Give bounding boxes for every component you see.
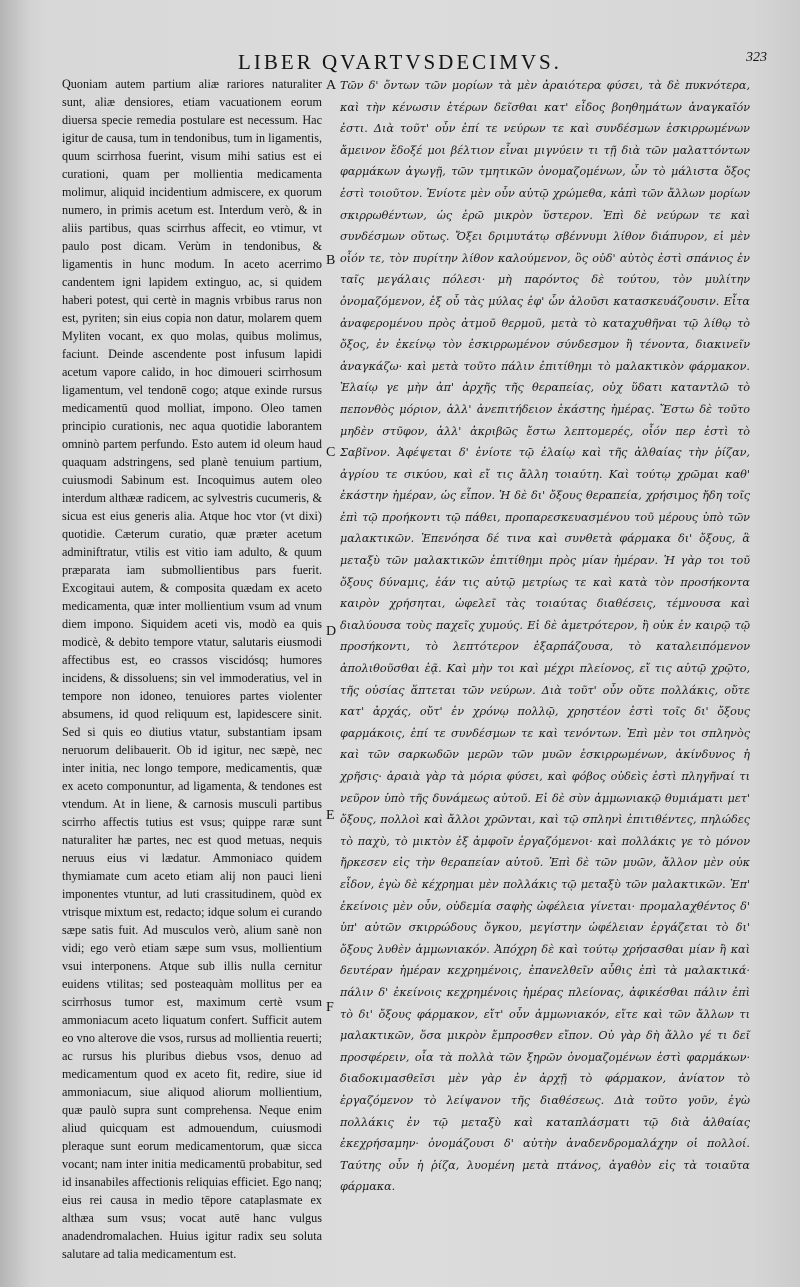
margin-letter-b: B <box>326 253 336 268</box>
page-number: 323 <box>746 50 767 65</box>
greek-text: Τῶν δ' ὄντων τῶν μορίων τὰ μὲν ἀραιότερα φύσει, τὰ δὲ πυκνότερα, καὶ τὴν κένωσιν ἑτέρων δεῖσθαι κατ' εἶδος βοηθημάτων ἀναγκαῖόν ἐστι. Διὰ τοῦτ' οὖν ἐπί τε νεύρων τε καὶ συνδέσμων ἐσκιρρωμένων ἄμεινον ἔδοξέ μοι βέλτιον εἶναι μιγνύειν τι τῇ διὰ τῶν μαλαττόντων φαρμάκων ἀγωγῇ, τῶν τμητικῶν ὀνομαζομένων, ὧν τὸ μάλιστα ὄξος ἐστὶ τοιοῦτον. Ἐνίοτε μὲν οὖν αὐτῷ χρώμεθα, κἀπὶ τῶν ἄλλων μορίων σκιρρωθέντων, ὡς ἐρῶ μικρὸν ὕστερον. Ἐπὶ δὲ νεύρων τε καὶ συνδέσμων οὕτως. Ὄξει δριμυτάτῳ σβέννυμι λίθον διάπυρον, εἰ μὲν οἷόν τε, τὸν πυρίτην λίθον καλούμενον, ὃς οὐδ' αὐτὸς ἐστὶ σπάνιος ἐν ταῖς μεγάλαις πόλεσι· μὴ παρόντος δὲ τούτου, τὸν μυλίτην ὀνομαζόμενον, ἐξ οὗ τὰς μύλας ἐφ' ὧν ἀλοῦσι κατασκευάζουσιν. Εἶτα ἀναφερομένου πρὸς ἀτμοῦ θερμοῦ, μετὰ τὸ καταχυθῆναι τῷ λίθῳ τὸ ὄξος, ἐν ἐκείνῳ τὸν ἐσκιρρωμένον σύνδεσμον ἢ τένοντα, διακινεῖν ἀναγκάζω· καὶ μετὰ τοῦτο πάλιν ἐπιτίθημι τὸ μαλακτικὸν φάρμακον. Ἐλαίῳ γε μὴν ἀπ' ἀρχῆς τῆς θεραπείας, οὐχ ὕδατι καταντλῶ τὸ πεπονθὸς μόριον, ἀλλ' ἀνεπιτήδειον ἑκάστης ἡμέρας. Ἔστω δὲ τοῦτο μηδὲν στῦφον, ἀλλ' ἀκριβῶς ἔστω λεπτομερές, οἷόν περ ἐστὶ τὸ Σαβῖνον. Ἀφέψεται δ' ἐνίοτε τῷ ἐλαίῳ καὶ τῆς ἀλθαίας τὴν ῥίζαν, ἀγρίου τε σικύου, καὶ εἴ τις ἄλλη τοιαύτη. Καὶ τούτῳ χρῶμαι καθ' ἑκάστην ἡμέραν, ὡς εἶπον. Ἡ δὲ δι' ὄξους θεραπεία, χρήσιμος ἤδη τοῖς ἐπὶ τῷ προήκοντι τῷ πάθει, προπαρεσκευασμένου τοῦ μέρους ὑπὸ τῶν μαλακτικῶν. Ἐπενόησα δέ τινα καὶ συνθετὰ φάρμακα δι' ὄξους, ἃ μεταξὺ τῶν μαλακτικῶν ἐπιτίθημι πρὸς μίαν ἡμέραν. Ἡ γὰρ τοι τοῦ ὄξους δύναμις, ἐάν τις αὐτῷ μετρίως τε καὶ κατὰ τὸν προσήκοντα καιρὸν χρήσηται, ὠφελεῖ τὰς τοιαύτας διαθέσεις, τέμνουσα καὶ διαλύουσα τοὺς παχεῖς χυμούς. Εἰ δὲ ἀμετρότερον, ἢ οὐκ ἐν καιρῷ τῷ προσήκοντι, τὸ λεπτότερον ἐξαρπάζουσα, τὸ καταλειπόμενον ἀπολιθοῦσθαι ἐᾷ. Καὶ μὴν τοι καὶ μέχρι πλείονος, εἴ τις αὐτῷ χρῷτο, τῆς οὐσίας ἅπτεται τῶν νεύρων. Διὰ τοῦτ' οὖν οὔτε πολλάκις, οὔτε κατ' ἀρχάς, οὔτ' ἐν χρόνῳ πολλῷ, χρηστέον ἐστὶ τοῖς δι' ὄξους φαρμάκοις, ἐπί τε συνδέσμων τε καὶ τενόντων. Ἐπὶ μὲν τοι σπληνὸς καὶ τῶν σαρκωδῶν μερῶν τῶν μυῶν ἐσκιρρωμένων, ἀκίνδυνος ἡ χρῆσις· ἀραιὰ γὰρ τὰ μόρια φύσει, καὶ φόβος οὐδεὶς ἐστὶ πληγῆναί τι νεῦρον ὑπὸ τῆς δυνάμεως αὐτοῦ. Εἰ δὲ σὺν ἀμμωνιακῷ θυμιάματι μετ' ὄξους, πολλοὶ καὶ ἄλλοι χρῶνται, καὶ τῷ σπληνὶ ἐπιτιθέντες, πηλώδες τὸ παχὺ, τὸ μικτὸν ἐξ ἀμφοῖν ἐργαζόμενοι· καὶ πολλάκις γε τὸ μόνον ἤρκεσεν εἰς τὴν θεραπείαν αὐτοῦ. Ἐπὶ δὲ τῶν μυῶν, ἄλλον μὲν οὐκ εἶδον, ἐγὼ δὲ κέχρημαι μὲν πολλάκις τῷ μεταξὺ τῶν μαλακτικῶν. Ἐπ' ἐκείνοις μὲν οὖν, οὐδεμία σαφὴς ὠφέλεια γίνεται· προμαλαχθέντος δ' ὑπ' αὐτῶν σκιρρώδους ὄγκου, μεγίστην ὠφέλειαν ἐργάζεται τὸ δι' ὄξους λυθὲν ἀμμωνιακόν. Ἀπόχρη δὲ καὶ τούτῳ χρήσασθαι μίαν ἢ καὶ δευτέραν ἡμέραν κεχρημένοις, ἐπανελθεῖν αὖθις ἐπὶ τὰ μαλακτικά· πάλιν δ' ἐκείνοις κεχρημένοις ἡμέρας πλείονας, ἀφικέσθαι πάλιν ἐπὶ τὸ δι' ὄξους φάρμακον, εἴτ' οὖν ἀμμωνιακόν, εἴτε καὶ τῶν ἄλλων τι μαλακτικῶν, ὅσα μικρὸν ἔμπροσθεν εἴπον. Οὐ γὰρ δὴ ἄλλο γέ τι δεῖ προσφέρειν, οἷα τὰ πολλὰ τῶν ξηρῶν ὀνομαζομένων ἐστὶ φαρμάκων· διαδοκιμασθεῖσι μὲν γὰρ ἐν ἀρχῇ τὸ φάρμακον, ἀνίατον τὸ ἐργαζόμενον τὸ λείψανον τῆς διαθέσεως. Διὰ τοῦτο γοῦν, ἐγὼ πολλάκις ἐν τῷ μεταξὺ καὶ καταπλάσματι τῷ διὰ ἀλθαίας ἐκεχρήσαμην· ὀνομάζουσι δ' αὐτὴν ἀναδενδρομαλάχην οἱ πολλοί. Ταύτης οὖν ἡ ῥίζα, λυομένη μετὰ πτάνος, ἀγαθὸν εἰς τὰ τοιαῦτα φάρμακα. <box>340 79 750 1194</box>
margin-letter-d: D <box>326 624 337 639</box>
latin-text: Quoniam autem partium aliæ rariores naturaliter sunt, aliæ densiores, etiam vacuationem eorum diuersa specie remedia postulare est necessum. Hac igitur de causa, tum in tendonibus, tum in ligamentis, quum scirrhosa fuerint, visum mihi satius est ei curationi, quam per mollientia medicamenta molimur, aliquid incidentium admiscere, ex quorum numero, in primis acetum est. Interdum verò, & in aliis partibus, quas scirrhus affecit, eo vtimur, vt paulo post dicam. Verùm in tendonibus, & ligamentis in hunc modum. In aceto acerrimo candentem igni lapidem extinguo, ac, si quidem haberi potest, qui certè in magnis vrbibus rarus non est, pyriten; sin eius copia non datur, molarem quem Myliten vocant, ex quo molas, quibus molimus, faciunt. Deinde ascendente post infusum lapidi acetum vapore calido, in hoc dimoueri scirrhosum ligamentum, vel tendonē cogo; atque exinde rursus medicamentū quod molliat, impono. Oleo tamen principio curationis, nec aqua quotidie laborantem omninò partem perfundo. Esto autem id oleum haud quaquam adstringens, sed planè tenuium partium, cuiusmodi Sabinum est. Incoquimus autem oleo interdum althææ radicem, ac sylvestris cucumeris, & sicua est eius generis alia. Atque hoc vtor (vt dixi) quotidie. Cæterum curatio, quæ præter acetum adminiftratur, vtilis est vitio iam adulto, & quum præparata iam submollientibus pars fuerit. Excogitaui autem, & composita quædam ex aceto medicamenta, quæ inter mollientium vsum ad vnum diem impono. Siquidem aceti vis, modò ea quis modicè, & debito tempore vtatur, salutaris eiusmodi affectibus est, eo crassos viscidósq; humores incidens, & dissoluens; sin vel immoderatius, vel in tempore non idoneo, tenuiores partes violenter absumens, id quod reliquum est, lapidescere sinit. Sed si quis eo diutius vtatur, substantiam ipsam neruorum delibauerit. Ob id igitur, nec sæpè, nec inter initia, nec longo tempore, medicamentis, quæ ex aceto componuntur, ad ligamenta, & tendones est vtendum. At in liene, & carnosis musculi partibus scirrho affectis tutius est vsus; quippe raræ sunt naturaliter hæ partes, nec est quod metuas, nequis neruus eius vi lædatur. Ammoniaco quidem thymiamate cum aceto etiam alij non pauci lieni imponentes vtuntur, ad luti crassitudinem, quòd ex vtrisque mixtum est, redacto; idque solum ei curando sæpe satis fuit. Ad musculos verò, alium sanè non vidi; ego verò etiam sæpe sum vsus, mollientium vsui interponens. Atque sub illis nulla cernitur euidens vtilitas; sed posteaquàm mollitus per ea scirrhosus tumor est, maximum certè vsum ammoniacum aceto liquatum confert. Sufficit autem eo vno alterove die vsos, rursus ad mollientia reuerti; ac rursus his pluribus diebus vsos, denuo ad medicamentum quod ex aceto fit, redire, siue id ammoniacum, siue aliquod aliorum mollientium, quæ paulò supra sunt comprehensa. Neque enim aliud quicquam est admouendum, cuiusmodi pleraque sunt eorum medicamentorum, quæ sicca vocant; nam inter initia medicamentū probabitur, sed id insanabiles affectionis reliquias efficiet. Ego nanq; eius rei causa in medio tēpore cataplasmate ex althæa sum vsus; vocat autē hanc vulgus anadendromalachen. Huius igitur radix seu soluta salutare ad talia medicamentum est. <box>62 77 322 1261</box>
gutter-shadow <box>0 0 30 1287</box>
running-head: LIBER QVARTVSDECIMVS. <box>238 50 562 74</box>
margin-letter-c: C <box>326 445 336 460</box>
latin-column <box>62 75 322 1263</box>
margin-letter-a: A <box>326 78 337 93</box>
margin-letter-f: F <box>326 1000 334 1015</box>
margin-letter-e: E <box>326 808 335 823</box>
greek-column <box>340 75 750 1198</box>
